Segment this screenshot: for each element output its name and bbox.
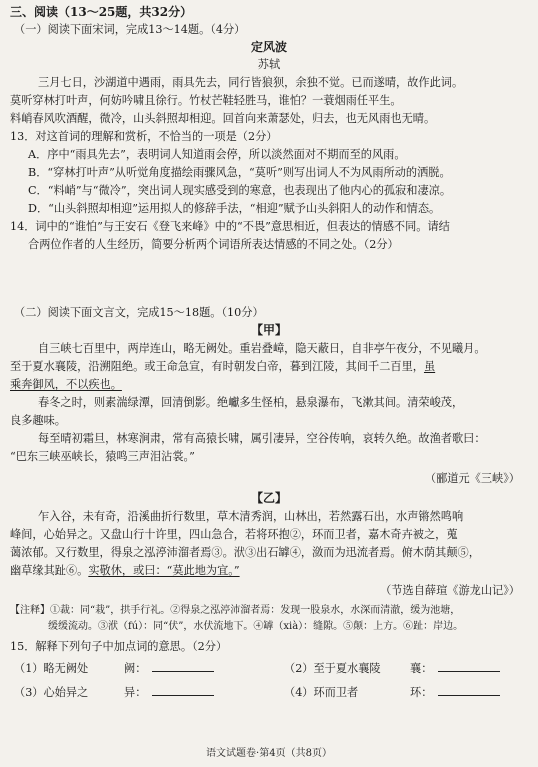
yi-line-2: 峰间，心始异之。又盘山行十许里，四山急合，若将环抱②，环而卫者，嘉木奇卉被之，蒐: [10, 528, 458, 541]
jia-line-6: 每至晴初霜旦，林寒涧肃，常有高猿长啸，属引凄异，空谷传响，哀转久绝。故渔者歌曰：: [38, 432, 486, 445]
q15-item-3-word: 异：: [124, 685, 214, 700]
yi-source: （节选自薛瑄《游龙山记》）: [380, 584, 520, 597]
q15-item-4-word: 环：: [410, 685, 500, 700]
jia-line-5: 良多趣味。: [10, 414, 66, 427]
part2-heading: （二）阅读下面文言文，完成15～18题。（10分）: [14, 306, 264, 319]
q15-item-4: （4）环而卫者: [284, 686, 359, 699]
poem-title: 定风波: [250, 40, 287, 54]
yi-line-3: 蔼浓郁。又行数里，得泉之泓渟沛溜者焉③。洑③出石罅④，潋而为迅流者焉。俯木荫其颠⑤，: [10, 546, 480, 559]
section-header: 三、阅读（13～25题，共32分）: [10, 5, 193, 19]
jia-line-4: 春冬之时，则素湍绿潭，回清倒影。绝巘多生怪柏，悬泉瀑布，飞漱其间。清荣峻茂，: [38, 396, 464, 409]
poem-verse-1: 莫听穿林打叶声，何妨吟啸且徐行。竹杖芒鞋轻胜马，谁怕？一蓑烟雨任平生。: [10, 94, 402, 107]
annotation-line-1: 【注释】①裁：同“栽”，拱手行礼。②得泉之泓渟沛溜者焉：发现一股泉水，水深而清澈，缓为池塘，: [10, 605, 461, 616]
question-13: 13．对这首词的理解和赏析，不恰当的一项是（2分）: [10, 130, 278, 143]
q15-item-1-answer-blank[interactable]: [152, 661, 214, 672]
poem-preface: 三月七日，沙湖道中遇雨，雨具先去，同行皆狼狈，余独不觉。已而遂晴，故作此词。: [38, 76, 464, 89]
jia-source: （郦道元《三峡》）: [424, 472, 520, 485]
page-footer: 语文试题卷·第4页（共8页）: [206, 748, 332, 759]
jia-label: 【甲】: [250, 323, 287, 337]
yi-label: 【乙】: [250, 491, 287, 505]
jia-line-7: “巴东三峡巫峡长，猿鸣三声泪沾裳。”: [10, 450, 195, 463]
q15-item-3: （3）心始异之: [14, 686, 89, 699]
jia-line-3-underlined: 乘奔御风，不以疾也。: [10, 378, 122, 391]
question-14-line-1: 14．词中的“谁怕”与王安石《登飞来峰》中的“不畏”意思相近，但表达的情感不同。请结: [10, 220, 450, 233]
q15-item-4-answer-blank[interactable]: [438, 685, 500, 696]
q15-item-1-word: 阙：: [124, 661, 214, 676]
q15-item-2-word: 襄：: [410, 661, 500, 676]
jia-underlined-start: 虽: [423, 360, 436, 373]
question-15: 15．解释下列句子中加点词的意思。（2分）: [10, 640, 228, 653]
q15-item-3-answer-blank[interactable]: [152, 685, 214, 696]
poem-author: 苏轼: [257, 58, 281, 71]
q13-option-b: B．“穿林打叶声”从听觉角度描绘雨骤风急，“莫听”则写出词人不为风雨所动的洒脱。: [28, 166, 451, 179]
yi-line-1: 乍入谷，未有奇，沿溪曲折行数里，草木清秀润，山林出，若然露石出，水声锵然鸣响: [38, 510, 464, 523]
q13-option-c: C．“料峭”与“微冷”，突出词人现实感受到的寒意，也表现出了他内心的孤寂和凄凉。: [28, 184, 452, 197]
q13-option-a: A．序中“雨具先去”，表明词人知道雨会停，所以淡然面对不期而至的风雨。: [28, 148, 406, 161]
poem-verse-2: 料峭春风吹酒醒，微冷，山头斜照却相迎。回首向来萧瑟处，归去，也无风雨也无晴。: [10, 112, 436, 125]
yi-underlined-sentence: 实敬休，或曰：“莫此地为宜。”: [88, 564, 240, 577]
q15-item-1: （1）略无阙处: [14, 662, 89, 675]
annotation-line-2: 缓缓流动。③洑（fú）：同“伏”，水伏流地下。④罅（xià）：缝隙。⑤颠：上方。⑥趾：岸边。: [48, 621, 464, 632]
jia-line-2: 至于夏水襄陵，沿溯阻绝。或王命急宣，有时朝发白帝，暮到江陵，其间千二百里，虽: [10, 360, 436, 373]
yi-line-4: 幽草缘其趾⑥。实敬休，或曰：“莫此地为宜。”: [10, 564, 240, 577]
part1-heading: （一）阅读下面宋词，完成13～14题。（4分）: [14, 23, 246, 36]
q15-item-2-answer-blank[interactable]: [438, 661, 500, 672]
q13-option-d: D．“山头斜照却相迎”运用拟人的修辞手法，“相迎”赋予山头斜阳人的动作和情态。: [28, 202, 441, 215]
q15-item-2: （2）至于夏水襄陵: [284, 662, 381, 675]
question-14-line-2: 合两位作者的人生经历，简要分析两个词语所表达情感的不同之处。（2分）: [28, 238, 399, 251]
jia-line-1: 自三峡七百里中，两岸连山，略无阙处。重岩叠嶂，隐天蔽日，自非亭午夜分，不见曦月。: [38, 342, 486, 355]
